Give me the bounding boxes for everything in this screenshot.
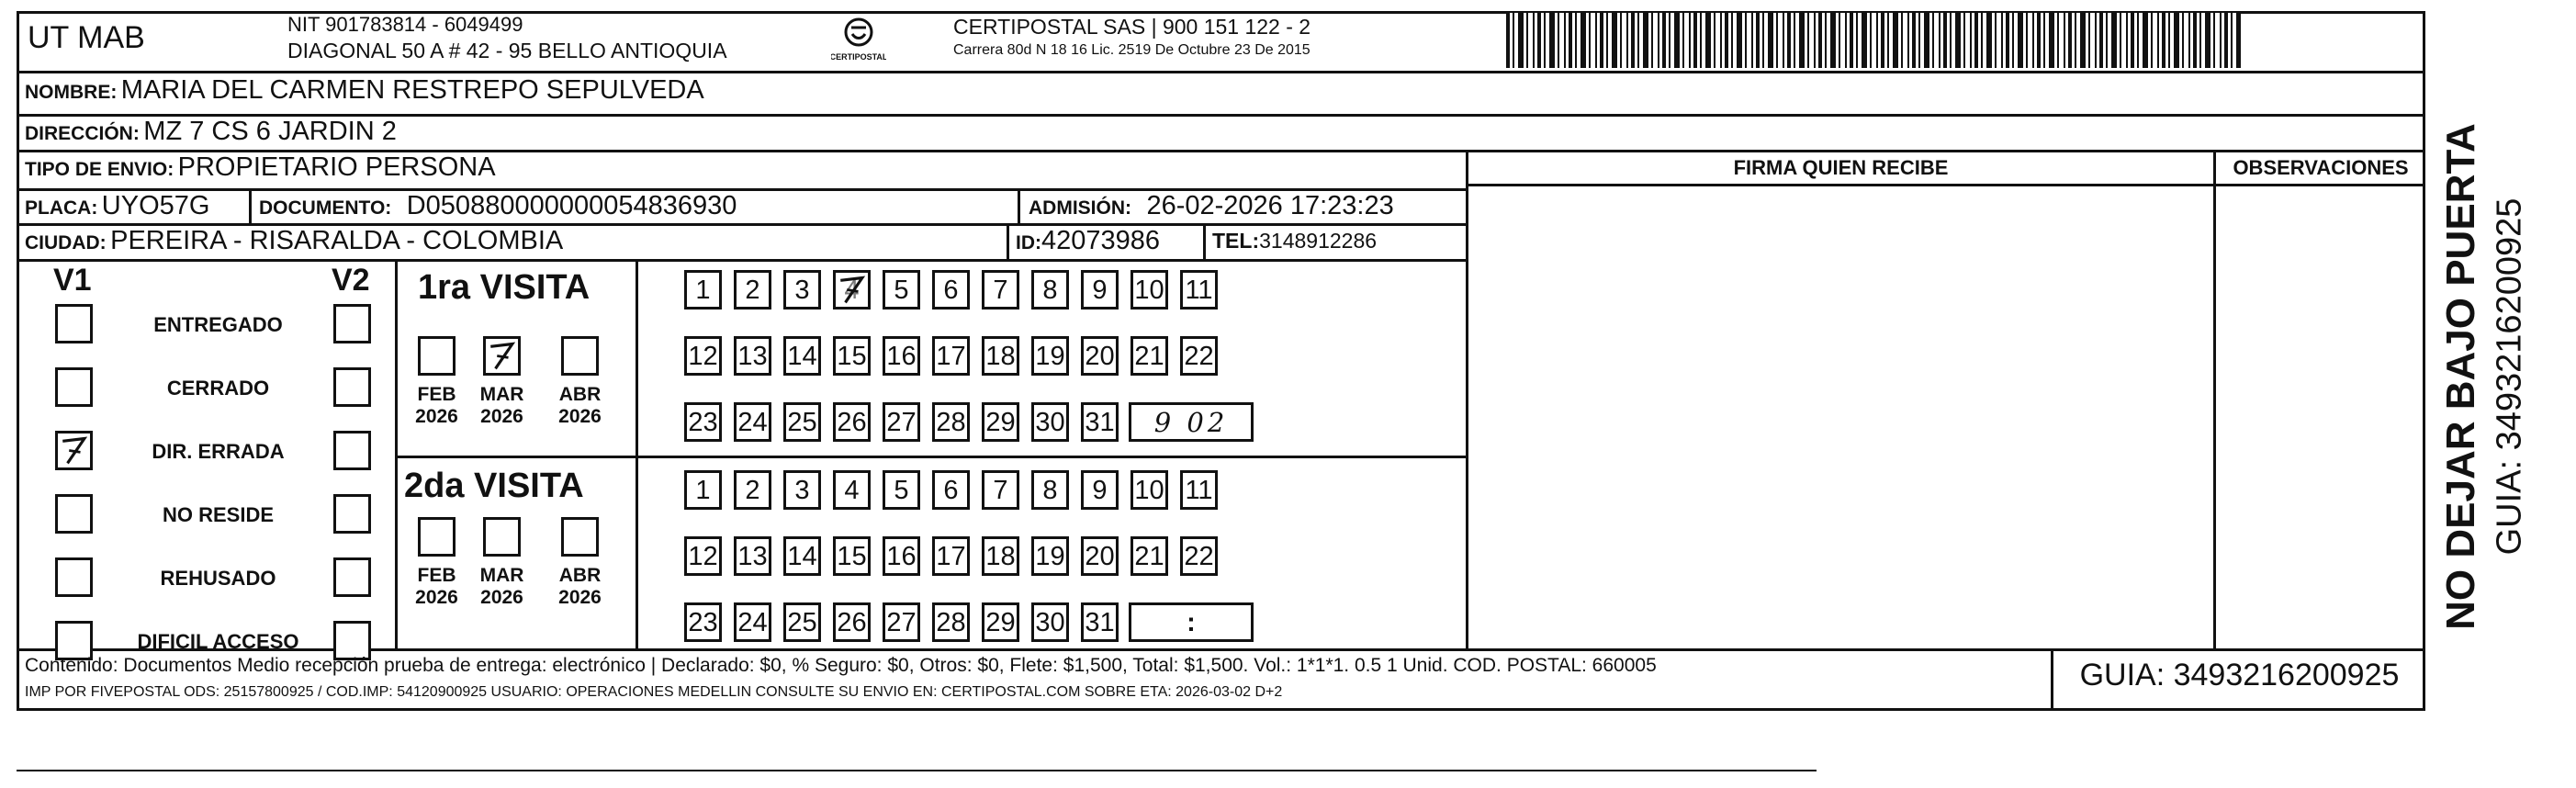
result-label: DIFICIL ACCESO <box>137 630 299 653</box>
month-name: ABR <box>558 384 602 405</box>
result-label: CERRADO <box>166 377 270 400</box>
day-box[interactable] <box>982 470 1019 510</box>
check-mark-icon <box>836 273 868 307</box>
day-number: 28 <box>936 608 966 637</box>
day-box[interactable] <box>932 602 970 642</box>
footer-contenido: Contenido: Documentos Medio recepción prueba de entrega: electrónico | Declarado: $0, % Seguro: $0, Otros: $0, Flete: $1,500, Total: $1,500. Vol.: 1*1*1. 0.5 1 Unid. COD. POSTAL: 660005 <box>25 655 1657 676</box>
month-label <box>545 565 615 609</box>
day-box[interactable] <box>883 470 920 510</box>
day-box[interactable] <box>1031 270 1069 310</box>
month-name: MAR <box>479 384 524 405</box>
divider <box>1466 150 1468 648</box>
day-box[interactable] <box>883 536 920 576</box>
month-checkbox[interactable] <box>483 336 521 376</box>
day-number: 29 <box>985 608 1016 637</box>
day-number: 16 <box>886 342 917 371</box>
day-number: 1 <box>695 476 711 505</box>
footer-guia: GUIA: 3493216200925 <box>2079 658 2400 692</box>
day-number: 19 <box>1035 542 1065 571</box>
day-number: 4 <box>844 476 860 505</box>
day-number: 17 <box>936 542 966 571</box>
check-mark-icon <box>486 339 518 373</box>
day-box[interactable] <box>1031 470 1069 510</box>
day-number: 4 <box>844 276 860 305</box>
day-box[interactable] <box>1031 336 1069 376</box>
divider <box>1466 184 2425 186</box>
v2-checkbox[interactable] <box>333 557 371 597</box>
day-number: 3 <box>794 276 810 305</box>
day-box[interactable] <box>734 402 771 442</box>
month-name: ABR <box>558 565 602 586</box>
v1-checkbox[interactable] <box>55 557 93 597</box>
side-warning: NO DEJAR BAJO PUERTA <box>2438 123 2483 630</box>
day-box[interactable] <box>783 602 821 642</box>
day-number: 12 <box>688 342 718 371</box>
day-box[interactable] <box>833 470 871 510</box>
day-box[interactable] <box>783 470 821 510</box>
day-box[interactable] <box>1180 470 1218 510</box>
day-number: 9 <box>1092 476 1108 505</box>
day-number: 13 <box>737 342 768 371</box>
month-checkbox[interactable] <box>418 517 456 557</box>
day-number: 26 <box>837 408 867 437</box>
month-year: 2026 <box>480 587 523 608</box>
month-label <box>401 565 472 609</box>
day-box[interactable] <box>833 270 871 310</box>
day-number: 27 <box>886 608 917 637</box>
divider <box>249 188 252 223</box>
v2-checkbox[interactable] <box>333 494 371 534</box>
day-box[interactable] <box>932 536 970 576</box>
day-number: 1 <box>695 276 711 305</box>
field-id <box>1016 226 1160 256</box>
day-box[interactable] <box>883 336 920 376</box>
day-number: 17 <box>936 342 966 371</box>
month-name: MAR <box>479 565 524 586</box>
day-box[interactable] <box>684 602 722 642</box>
day-number: 18 <box>985 342 1016 371</box>
time-box[interactable] <box>1129 602 1254 642</box>
day-number: 20 <box>1085 342 1115 371</box>
day-box[interactable] <box>833 402 871 442</box>
time-value: 9 02 <box>1153 407 1229 438</box>
side-guia: GUIA: 3493216200925 <box>2490 197 2529 556</box>
day-number: 8 <box>1042 476 1058 505</box>
day-number: 5 <box>894 276 909 305</box>
ciudad-label: CIUDAD: <box>25 232 107 253</box>
day-box[interactable] <box>1081 470 1119 510</box>
day-number: 25 <box>787 408 817 437</box>
month-label <box>467 384 537 428</box>
divider <box>17 648 2425 651</box>
divider <box>1018 188 1020 223</box>
field-nombre <box>25 75 704 114</box>
v2-label: V2 <box>332 263 370 298</box>
divider <box>636 259 638 648</box>
firma-label: FIRMA QUIEN RECIBE <box>1733 156 1949 179</box>
v1-checkbox[interactable] <box>55 304 93 343</box>
day-box[interactable] <box>1031 602 1069 642</box>
day-number: 12 <box>688 542 718 571</box>
day-number: 14 <box>787 542 817 571</box>
day-number: 8 <box>1042 276 1058 305</box>
day-box[interactable] <box>783 536 821 576</box>
month-checkbox[interactable] <box>418 336 456 376</box>
v1-checkbox[interactable] <box>55 367 93 407</box>
day-box[interactable] <box>833 336 871 376</box>
field-admision <box>1029 191 1394 221</box>
admision-label: ADMISIÓN: <box>1029 197 1131 219</box>
tel-label: TEL: <box>1212 229 1260 253</box>
day-box[interactable] <box>1180 270 1218 310</box>
field-ciudad <box>25 226 563 259</box>
day-number: 18 <box>985 542 1016 571</box>
day-number: 16 <box>886 542 917 571</box>
day-box[interactable] <box>684 402 722 442</box>
tel-value: 3148912286 <box>1259 229 1378 253</box>
v1-label: V1 <box>53 263 92 298</box>
tipo-label: TIPO DE ENVIO: <box>25 159 174 180</box>
day-box[interactable] <box>1131 536 1168 576</box>
logo-icon <box>831 17 886 64</box>
month-name: FEB <box>417 565 456 586</box>
day-number: 11 <box>1185 276 1213 305</box>
day-box[interactable] <box>1081 402 1119 442</box>
barcode <box>1506 13 2241 68</box>
day-box[interactable] <box>932 402 970 442</box>
result-label: DIR. ERRADA <box>152 440 285 463</box>
day-number: 20 <box>1085 542 1115 571</box>
day-number: 15 <box>837 342 867 371</box>
day-number: 11 <box>1185 476 1213 505</box>
month-name: FEB <box>417 384 456 405</box>
month-label <box>545 384 615 428</box>
day-number: 23 <box>688 408 718 437</box>
day-box[interactable] <box>833 602 871 642</box>
visit1-title: 1ra VISITA <box>418 268 591 307</box>
day-number: 5 <box>894 476 909 505</box>
day-number: 24 <box>737 608 768 637</box>
day-box[interactable] <box>734 470 771 510</box>
day-number: 30 <box>1035 608 1065 637</box>
day-box[interactable] <box>932 336 970 376</box>
day-number: 19 <box>1035 342 1065 371</box>
month-year: 2026 <box>415 587 458 608</box>
day-box[interactable] <box>932 470 970 510</box>
day-box[interactable] <box>1031 536 1069 576</box>
day-number: 6 <box>943 476 959 505</box>
month-year: 2026 <box>558 587 602 608</box>
footer-imp: IMP POR FIVEPOSTAL ODS: 25157800925 / COD.IMP: 54120900925 USUARIO: OPERACIONES MEDELLIN CONSULTE SU ENVIO EN: CERTIPOSTAL.COM SOBRE ETA: 2026-03-02 D+2 <box>25 684 1283 700</box>
divider <box>395 456 1466 458</box>
day-box[interactable] <box>1180 536 1218 576</box>
day-box[interactable] <box>1180 336 1218 376</box>
day-number: 9 <box>1092 276 1108 305</box>
month-year: 2026 <box>480 406 523 427</box>
day-box[interactable] <box>1131 470 1168 510</box>
day-box[interactable] <box>883 270 920 310</box>
day-box[interactable] <box>982 602 1019 642</box>
day-box[interactable] <box>883 402 920 442</box>
header-nit: NIT 901783814 - 6049499 <box>287 13 523 36</box>
day-box[interactable] <box>1031 402 1069 442</box>
month-label <box>467 565 537 609</box>
month-checkbox[interactable] <box>483 517 521 557</box>
day-number: 22 <box>1184 542 1214 571</box>
svg-text:CERTIPOSTAL: CERTIPOSTAL <box>831 52 886 62</box>
day-box[interactable] <box>1081 536 1119 576</box>
day-box[interactable] <box>734 270 771 310</box>
result-label: ENTREGADO <box>153 313 283 336</box>
day-box[interactable] <box>982 536 1019 576</box>
day-number: 23 <box>688 608 718 637</box>
day-number: 7 <box>993 276 1008 305</box>
day-number: 10 <box>1134 476 1164 505</box>
v1-checkbox[interactable] <box>55 431 93 470</box>
day-number: 22 <box>1184 342 1214 371</box>
day-box[interactable] <box>1081 336 1119 376</box>
day-box[interactable] <box>982 336 1019 376</box>
id-value: 42073986 <box>1041 226 1161 255</box>
tipo-value: PROPIETARIO PERSONA <box>177 152 496 182</box>
nombre-value: MARIA DEL CARMEN RESTREPO SEPULVEDA <box>120 75 704 105</box>
header-company: UT MAB <box>28 20 145 55</box>
time-box[interactable] <box>1129 402 1254 442</box>
day-number: 25 <box>787 608 817 637</box>
field-direccion <box>25 117 397 150</box>
day-number: 14 <box>787 342 817 371</box>
day-number: 15 <box>837 542 867 571</box>
day-number: 28 <box>936 408 966 437</box>
day-box[interactable] <box>982 402 1019 442</box>
divider <box>2213 150 2216 648</box>
day-box[interactable] <box>1081 602 1119 642</box>
day-box[interactable] <box>684 470 722 510</box>
v1-checkbox[interactable] <box>55 494 93 534</box>
divider <box>17 259 1466 262</box>
ciudad-value: PEREIRA - RISARALDA - COLOMBIA <box>110 226 564 255</box>
month-year: 2026 <box>558 406 602 427</box>
day-box[interactable] <box>1131 336 1168 376</box>
day-box[interactable] <box>932 270 970 310</box>
placa-label: PLACA: <box>25 197 98 219</box>
documento-label: DOCUMENTO: <box>259 197 392 219</box>
day-number: 30 <box>1035 408 1065 437</box>
result-label: REHUSADO <box>160 567 276 590</box>
divider <box>17 71 2425 73</box>
placa-value: UYO57G <box>101 191 210 220</box>
day-box[interactable] <box>783 270 821 310</box>
day-number: 2 <box>745 476 760 505</box>
cut-line <box>17 770 1817 771</box>
day-box[interactable] <box>1131 270 1168 310</box>
day-number: 7 <box>993 476 1008 505</box>
field-tel <box>1212 229 1377 253</box>
day-box[interactable] <box>883 602 920 642</box>
nombre-label: NOMBRE: <box>25 82 118 103</box>
day-number: 10 <box>1134 276 1164 305</box>
field-tipo <box>25 152 496 188</box>
field-documento <box>259 191 737 221</box>
day-number: 31 <box>1085 608 1115 637</box>
admision-value: 26-02-2026 17:23:23 <box>1146 191 1394 220</box>
day-number: 29 <box>985 408 1016 437</box>
day-box[interactable] <box>734 602 771 642</box>
divider <box>395 259 398 648</box>
day-box[interactable] <box>684 336 722 376</box>
day-box[interactable] <box>734 336 771 376</box>
direccion-value: MZ 7 CS 6 JARDIN 2 <box>143 117 397 146</box>
result-label: NO RESIDE <box>162 503 275 526</box>
field-placa <box>25 191 209 223</box>
visit2-title: 2da VISITA <box>404 467 584 505</box>
day-box[interactable] <box>684 270 722 310</box>
day-number: 31 <box>1085 408 1115 437</box>
day-box[interactable] <box>684 536 722 576</box>
day-box[interactable] <box>833 536 871 576</box>
day-number: 21 <box>1134 342 1164 371</box>
v2-checkbox[interactable] <box>333 431 371 470</box>
day-box[interactable] <box>982 270 1019 310</box>
v2-checkbox[interactable] <box>333 367 371 407</box>
header-license: Carrera 80d N 18 16 Lic. 2519 De Octubre 23 De 2015 <box>953 42 1310 58</box>
day-box[interactable] <box>1081 270 1119 310</box>
month-label <box>401 384 472 428</box>
observaciones-label: OBSERVACIONES <box>2233 156 2409 179</box>
day-number: 21 <box>1134 542 1164 571</box>
time-value: : <box>1187 608 1196 637</box>
divider <box>1203 223 1206 259</box>
day-number: 13 <box>737 542 768 571</box>
direccion-label: DIRECCIÓN: <box>25 123 140 144</box>
documento-value: D050880000000054836930 <box>406 191 737 220</box>
day-box[interactable] <box>734 536 771 576</box>
day-box[interactable] <box>783 402 821 442</box>
day-number: 26 <box>837 608 867 637</box>
divider <box>1007 223 1009 259</box>
day-number: 24 <box>737 408 768 437</box>
day-box[interactable] <box>783 336 821 376</box>
id-label: ID: <box>1016 232 1041 253</box>
header-carrier: CERTIPOSTAL SAS | 900 151 122 - 2 <box>953 15 1311 39</box>
v2-checkbox[interactable] <box>333 304 371 343</box>
month-checkbox[interactable] <box>561 336 599 376</box>
header-address: DIAGONAL 50 A # 42 - 95 BELLO ANTIOQUIA <box>287 39 727 62</box>
check-mark-icon <box>58 433 90 467</box>
day-number: 2 <box>745 276 760 305</box>
day-number: 6 <box>943 276 959 305</box>
day-number: 3 <box>794 476 810 505</box>
month-year: 2026 <box>415 406 458 427</box>
month-checkbox[interactable] <box>561 517 599 557</box>
day-number: 27 <box>886 408 917 437</box>
